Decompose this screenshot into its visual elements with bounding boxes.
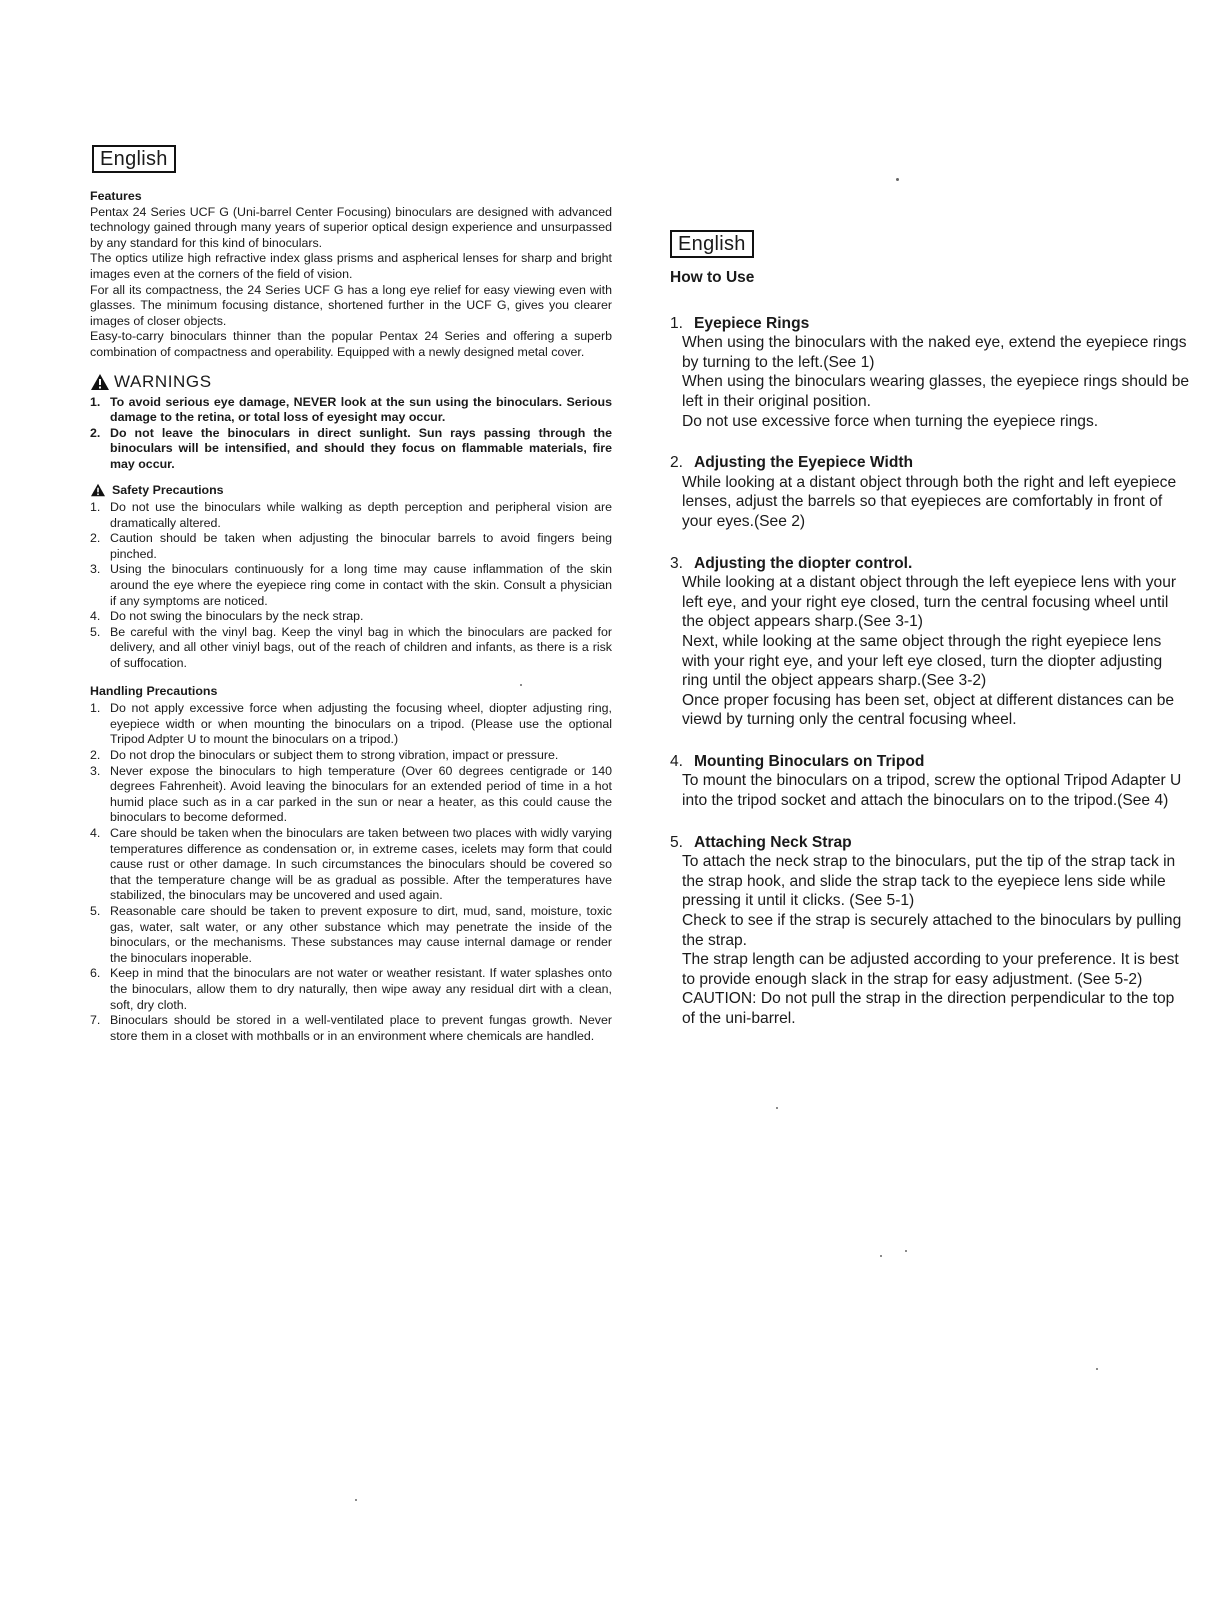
step-title: Attaching Neck Strap (694, 833, 852, 851)
list-item: 2. Do not leave the binoculars in direct sunlight. Sun rays passing through the binoculars will be intensified, and should they focus on flammable materials, fire may occur. (90, 425, 612, 471)
warnings-list (90, 395, 612, 473)
step-text: While looking at a distant object through the left eyepiece lens with your left eye, and your right eye closed, turn the central focusing wheel until the object appears sharp.(See 3-1) (682, 574, 1177, 631)
list-item: 6. Keep in mind that the binoculars are not water or weather resistant. If water splashes onto the binoculars, allow them to dry naturally, then wipe away any residual dirt with a clean, soft, dry cloth. (90, 966, 612, 1012)
list-item: 2. Caution should be taken when adjusting the binocular barrels to avoid fingers being pinched. (90, 531, 612, 561)
step-tripod: 4. Mounting Binoculars on Tripod To mount the binoculars on a tripod, screw the optional Tripod Adapter U into the tripod socket and attach the binoculars on to the tripod.(See 4) (670, 752, 1190, 811)
scan-speck (355, 1499, 357, 1501)
warnings-heading (90, 373, 612, 391)
step-title: Eyepiece Rings (694, 314, 810, 332)
scan-speck (905, 1250, 907, 1252)
language-label: English (670, 230, 754, 258)
step-text: Once proper focusing has been set, object at different distances can be viewd by turning only the central focusing wheel. (682, 691, 1175, 729)
handling-list (90, 701, 612, 1044)
features-text (90, 205, 612, 361)
scan-speck (520, 684, 522, 686)
warnings-title: WARNINGS (114, 371, 212, 391)
list-item: 5. Be careful with the vinyl bag. Keep the vinyl bag in which the binoculars are packed for delivery, and all other viniyl bags, out of the reach of children and infants, as there is a risk of suffocation. (90, 624, 612, 671)
step-text: Check to see if the strap is securely attached to the binoculars by pulling the strap. (682, 912, 1182, 949)
warning-icon (90, 483, 106, 497)
features-paragraph: Easy-to-carry binoculars thinner than the popular Pentax 24 Series and offering a superb combination of compactness and operability. Equipped with a newly designed metal cover. (90, 329, 612, 359)
left-column (90, 145, 612, 1044)
list-item: 4. Care should be taken when the binoculars are taken between two places with widly varying temperatures difference as condensation or, in extreme cases, icelets may form that could cause rust or other damage. In such circumstances the binoculars should be covered so that the temperature change will be as gradual as possible. After the temperatures have stabilized, the binoculars may be uncovered and used again. (90, 825, 612, 903)
step-title: Adjusting the diopter control. (694, 554, 913, 572)
features-heading: Features (90, 189, 142, 203)
right-column (670, 230, 1190, 1051)
scan-speck (880, 1255, 882, 1257)
scan-speck (1096, 1368, 1098, 1370)
features-paragraph: The optics utilize high refractive index glass prisms and aspherical lenses for sharp and bright images even at the corners of the field of vision. (90, 251, 612, 281)
language-label: English (92, 145, 176, 173)
list-item: 1. To avoid serious eye damage, NEVER look at the sun using the binoculars. Serious damage to the retina, or total loss of eyesight may occur. (90, 394, 612, 425)
step-title: Adjusting the Eyepiece Width (694, 454, 914, 472)
scan-speck (896, 178, 899, 181)
step-text: When using the binoculars with the naked eye, extend the eyepiece rings by turning to the left.(See 1) (682, 334, 1187, 371)
safety-heading (90, 483, 612, 499)
step-text: CAUTION: Do not pull the strap in the direction perpendicular to the top of the uni-barrel. (682, 990, 1175, 1027)
safety-list (90, 500, 612, 672)
step-text: Next, while looking at the same object through the right eyepiece lens with your right eye, and your left eye closed, turn the diopter adjusting ring until the object appears sharp.(See 3-2) (682, 632, 1163, 690)
step-title: Mounting Binoculars on Tripod (694, 752, 925, 770)
list-item: 7. Binoculars should be stored in a well-ventilated place to prevent fungas growth. Never store them in a closet with mothballs or in an environment where chemicals are handled. (90, 1013, 612, 1043)
list-item: 2. Do not drop the binoculars or subject them to strong vibration, impact or pressure. (90, 748, 559, 762)
step-neck-strap: 5. Attaching Neck Strap To attach the neck strap to the binoculars, put the tip of the strap tack in the strap hook, and slide the strap tack to the eyepiece lens side while pressing it until it clicks. (See 5-1) Check to see if the strap is securely attached to the binoculars by pulling the strap. The strap length can be adjusted according to your preference. It is best to provide enough slack in the strap for easy adjustment. (See 5-2) CAUTION: Do not pull the strap in the direction perpendicular to the top of the uni-barrel. (670, 833, 1190, 1029)
how-to-use-heading: How to Use (670, 269, 755, 286)
list-item: 3. Using the binoculars continuously for a long time may cause inflammation of the skin around the eye where the eyepiece ring come in contact with the skin. Consult a physician if any symptoms are noticed. (90, 562, 612, 608)
features-paragraph: For all its compactness, the 24 Series UCF G has a long eye relief for easy viewing even with glasses. The minimum focusing distance, shortened further in the UCF G, gives you clearer images of closer objects. (90, 282, 612, 328)
step-eyepiece-rings: 1. Eyepiece Rings When using the binoculars with the naked eye, extend the eyepiece rings by turning to the left.(See 1) When using the binoculars wearing glasses, the eyepiece rings should be left in their original position. Do not use excessive force when turning the eyepiece rings. (670, 314, 1190, 430)
step-text: To mount the binoculars on a tripod, screw the optional Tripod Adapter U into the tripod socket and attach the binoculars on to the tripod.(See 4) (682, 772, 1182, 810)
step-text: When using the binoculars wearing glasses, the eyepiece rings should be left in their original position. (682, 373, 1190, 410)
list-item: 3. Never expose the binoculars to high temperature (Over 60 degrees centigrade or 140 degrees Fahrenheit). Avoid leaving the binoculars for an extended period of time in a hot humid place such as in a car parked in the sun or near a heater, as this could cause the binoculars to become deformed. (90, 763, 612, 825)
features-paragraph: Pentax 24 Series UCF G (Uni-barrel Center Focusing) binoculars are designed with advanced technology gained through many years of superior optical design experience and unsurpassed by any standard for this kind of binoculars. (90, 204, 612, 250)
list-item: 1. Do not apply excessive force when adjusting the focusing wheel, diopter adjusting ring, eyepiece width or when mounting the binoculars on a tripod. (Please use the optional Tripod Adpter U to mount the binoculars on a tripod.) (90, 701, 612, 747)
handling-heading: Handling Precautions (90, 683, 218, 698)
scan-speck (776, 1107, 778, 1109)
step-eyepiece-width: 2. Adjusting the Eyepiece Width While looking at a distant object through both the right and left eyepiece lenses, adjust the barrels so that eyepieces are comfortably in front of your eyes.(See 2) (670, 453, 1190, 531)
warning-icon (90, 373, 110, 391)
list-item: 5. Reasonable care should be taken to prevent exposure to dirt, mud, sand, moisture, toxic gas, water, salt water, or any other substance which may penetrate the inside of the binoculars, or the mechanisms. These substances may cause internal damage or render the binoculars inoperable. (90, 903, 612, 965)
step-diopter: 3. Adjusting the diopter control. While looking at a distant object through the left eyepiece lens with your left eye, and your right eye closed, turn the central focusing wheel until the object appears sharp.(See 3-1) Next, while looking at the same object through the right eyepiece lens with your right eye, and your left eye closed, turn the diopter adjusting ring until the object appears sharp.(See 3-2) Once proper focusing has been set, object at different distances can be viewd by turning only the central focusing wheel. (670, 554, 1190, 730)
list-item: 1. Do not use the binoculars while walking as depth perception and peripheral vision are dramatically altered. (90, 500, 612, 530)
list-item: 4. Do not swing the binoculars by the neck strap. (90, 609, 364, 624)
step-text: To attach the neck strap to the binoculars, put the tip of the strap tack in the strap hook, and slide the strap tack to the eyepiece lens side while pressing it until it clicks. (See 5-1) (682, 853, 1176, 910)
step-text: Do not use excessive force when turning the eyepiece rings. (682, 412, 1099, 430)
step-text: The strap length can be adjusted according to your preference. It is best to provide enough slack in the strap for easy adjustment. (See 5-2) (682, 951, 1179, 988)
safety-title: Safety Precautions (112, 482, 224, 497)
step-text: While looking at a distant object through both the right and left eyepiece lenses, adjust the barrels so that eyepieces are comfortably in front of your eyes.(See 2) (682, 473, 1177, 530)
